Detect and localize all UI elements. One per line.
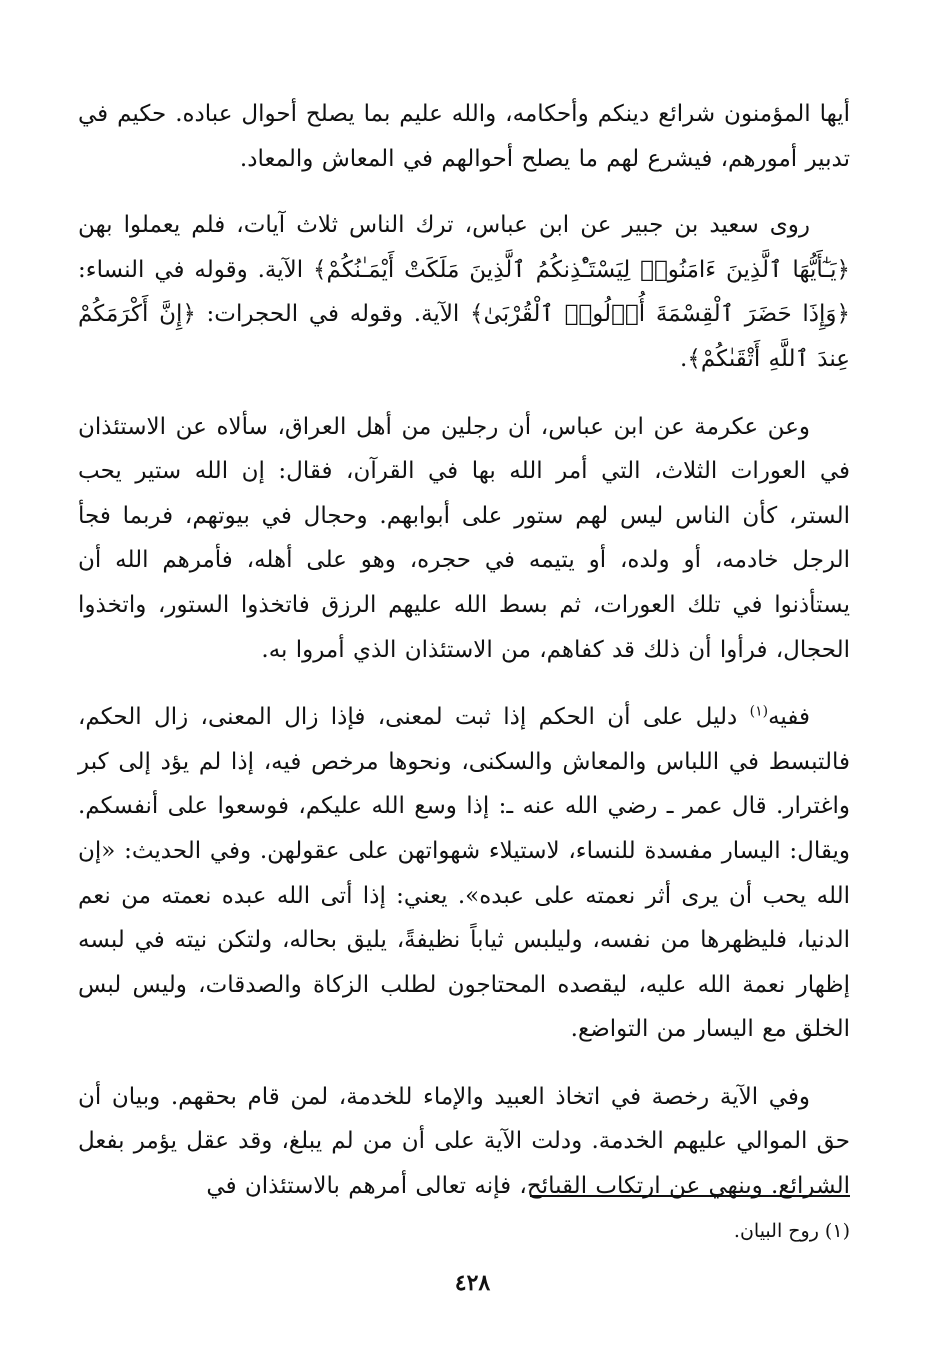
paragraph-4-text: دليل على أن الحكم إذا ثبت لمعنى، فإذا زال المعنى، زال الحكم، فالتبسط في اللباس والمعاش والسكنى، ونحوها مرخص فيه، إذا لم يؤد إلى كبر واغترار. قال عمر ـ رضي الله عنه ـ: إذا وسع الله عليكم، فوسعوا على أنفسكم. ويقال: اليسار مفسدة للنساء، لاستيلاء شهواتهن على عقولهن. وفي الحديث: «إن الله يحب أن يرى أثر نعمته على عبده». يعني: إذا أتى الله عبده نعمته من نعم الدنيا، فليظهرها من نفسه، وليلبس ثياباً نظيفةً، يليق بحاله، ولتكن نيته في لبسه إظهار نعمة الله عليه، ليقصده المحتاجون لطلب الزكاة والصدقات، وليس لبس الخلق مع اليسار من التواضع. [78,704,850,1043]
paragraph-2: روى سعيد بن جبير عن ابن عباس، ترك الناس ثلاث آيات، فلم يعملوا بهن ﴿يَـٰٓأَيُّهَا ٱلَّذِينَ ءَامَنُوا۟ لِيَسْتَـْٔذِنكُمُ ٱلَّذِينَ مَلَكَتْ أَيْمَـٰنُكُمْ﴾ الآية. وقوله في النساء: ﴿وَإِذَا حَضَرَ ٱلْقِسْمَةَ أُو۟لُوا۟ ٱلْقُرْبَىٰ﴾ الآية. وقوله في الحجرات: ﴿إِنَّ أَكْرَمَكُمْ عِندَ ٱللَّهِ أَتْقَىٰكُمْ﴾. [78,212,850,372]
paragraph-4-lead: ففيه [768,704,810,731]
footnote: (١) روح البيان. [733,1220,850,1242]
paragraph-1: أيها المؤمنون شرائع دينكم وأحكامه، والله عليم بما يصلح أحوال عباده. حكيم في تدبير أمورهم، فيشرع لهم ما يصلح أحوالهم في المعاش والمعاد. [78,101,850,172]
footnote-marker: (١) [749,703,769,720]
paragraph-4 [78,695,850,1052]
paragraph-5: وفي الآية رخصة في اتخاذ العبيد والإماء للخدمة، لمن قام بحقهم. وبيان أن حق الموالي عليهم الخدمة. ودلت الآية على أن من لم يبلغ، وقد عقل يؤمر بفعل الشرائع. وينهي عن ارتكاب القبائح، فإنه تعالى أمرهم بالاستئذان في [78,1083,850,1200]
page-body [78,92,850,1232]
footnote-divider [530,1195,850,1197]
page-number: ٤٢٨ [454,1270,491,1296]
paragraph-3: وعن عكرمة عن ابن عباس، أن رجلين من أهل العراق، سألاه عن الاستئذان في العورات الثلاث، التي أمر الله بها في القرآن، فقال: إن الله ستير يحب الستر، كأن الناس ليس لهم ستور على أبوابهم. وحجال في بيوتهم، فربما فجأ الرجل خادمه، أو ولده، أو يتيمه في حجره، وهو على أهله، فأمرهم الله أن يستأذنوا في تلك العورات، ثم بسط الله عليهم الرزق فاتخذوا الستور، واتخذوا الحجال، فرأوا أن ذلك قد كفاهم، من الاستئذان الذي أمروا به. [78,413,850,663]
